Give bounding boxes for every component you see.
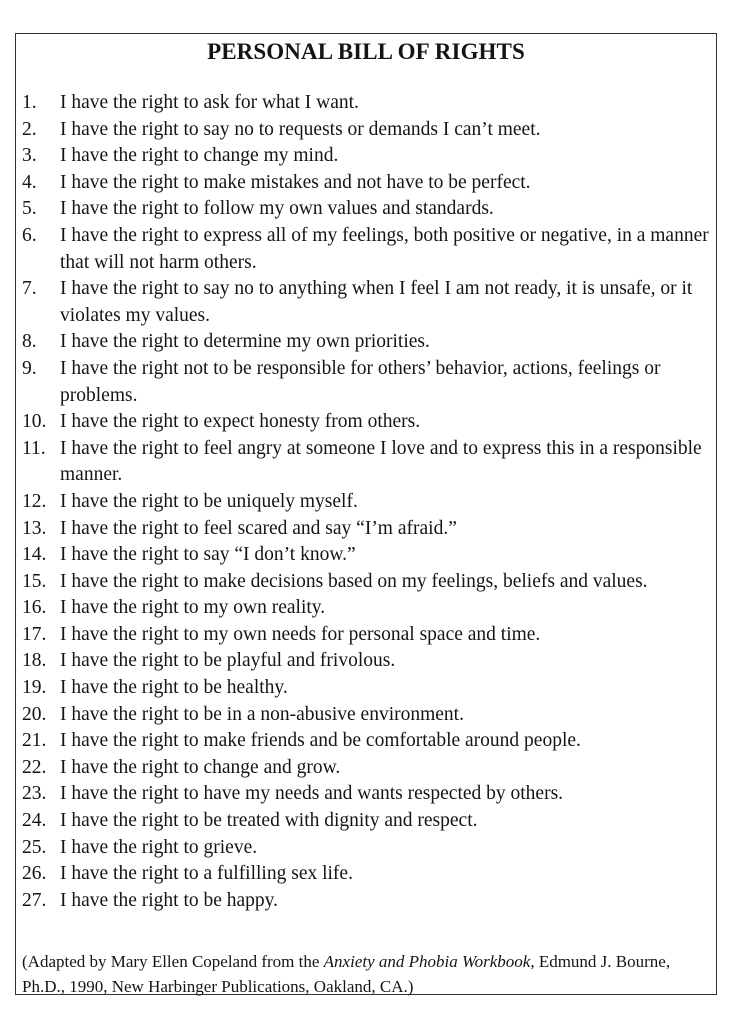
list-item — [22, 436, 712, 489]
page-title: PERSONAL BILL OF RIGHTS — [207, 39, 525, 64]
list-item — [22, 170, 712, 197]
item-number: 19. — [22, 677, 47, 699]
item-number: 24. — [22, 810, 47, 832]
list-item — [22, 728, 712, 755]
list-item — [22, 595, 712, 622]
item-number: 4. — [22, 171, 37, 193]
item-text: I have the right to make mistakes and not have to be perfect. — [60, 171, 531, 193]
item-number: 10. — [22, 411, 47, 433]
item-number: 14. — [22, 544, 47, 566]
list-item — [22, 835, 712, 862]
item-number: 25. — [22, 836, 47, 858]
list-item — [22, 329, 712, 356]
item-number: 3. — [22, 145, 37, 167]
list-item — [22, 781, 712, 808]
item-text: I have the right to say no to requests or demands I can’t meet. — [60, 118, 541, 140]
item-text: I have the right to make decisions based on my feelings, beliefs and values. — [60, 570, 648, 592]
item-text: I have the right to be happy. — [60, 889, 279, 911]
list-item — [22, 409, 712, 436]
item-number: 18. — [22, 650, 47, 672]
list-item — [22, 276, 712, 329]
item-text: I have the right to be playful and frivolous. — [60, 650, 396, 672]
item-number: 12. — [22, 490, 47, 512]
list-item — [22, 223, 712, 276]
item-text: I have the right to feel scared and say “I’m afraid.” — [60, 517, 457, 539]
item-number: 20. — [22, 703, 47, 725]
item-text: I have the right to follow my own values and standards. — [60, 198, 494, 220]
item-text: I have the right to determine my own priorities. — [60, 331, 430, 353]
document-border — [15, 33, 717, 995]
item-text: I have the right to say no to anything when I feel I am not ready, it is unsafe, or it violates my values. — [60, 278, 693, 326]
list-item — [22, 143, 712, 170]
item-number: 15. — [22, 570, 47, 592]
item-text: I have the right to be healthy. — [60, 677, 288, 699]
item-number: 7. — [22, 278, 37, 300]
item-text: I have the right to change and grow. — [60, 756, 341, 778]
item-text: I have the right to grieve. — [60, 836, 258, 858]
item-number: 1. — [22, 92, 37, 113]
item-number: 8. — [22, 331, 37, 353]
item-text: I have the right to be in a non-abusive environment. — [60, 703, 464, 725]
list-item — [22, 196, 712, 223]
item-number: 9. — [22, 357, 37, 379]
item-text: I have the right not to be responsible for others’ behavior, actions, feelings or problems. — [60, 357, 661, 406]
item-text: I have the right to my own needs for personal space and time. — [60, 623, 541, 645]
item-number: 27. — [22, 889, 47, 911]
list-item — [22, 356, 712, 409]
list-item — [22, 755, 712, 782]
item-text: I have the right to a fulfilling sex life. — [60, 863, 353, 885]
list-item — [22, 90, 712, 117]
item-number: 16. — [22, 597, 47, 619]
citation-book-title: Anxiety and Phobia Workbook — [323, 952, 531, 971]
citation-prefix: (Adapted by Mary Ellen Copeland from the — [22, 952, 324, 971]
item-number: 23. — [22, 783, 47, 805]
item-number: 6. — [22, 224, 37, 246]
list-item — [22, 516, 712, 543]
item-text: I have the right to say “I don’t know.” — [60, 544, 356, 566]
item-number: 21. — [22, 730, 47, 752]
list-item — [22, 542, 712, 569]
item-number: 11. — [22, 437, 46, 459]
item-number: 22. — [22, 756, 47, 778]
item-text: I have the right to feel angry at someone I love and to express this in a responsible manner. — [60, 437, 702, 486]
item-text: I have the right to ask for what I want. — [60, 92, 359, 113]
list-item — [22, 808, 712, 835]
list-item — [22, 702, 712, 729]
list-item — [22, 888, 712, 915]
source-citation — [22, 950, 712, 999]
item-text: I have the right to be uniquely myself. — [60, 490, 358, 512]
list-item — [22, 861, 712, 888]
item-text: I have the right to have my needs and wants respected by others. — [60, 783, 564, 805]
item-number: 17. — [22, 623, 47, 645]
item-text: I have the right to make friends and be comfortable around people. — [60, 730, 581, 752]
rights-list — [22, 90, 712, 914]
list-item — [22, 622, 712, 649]
list-item — [22, 117, 712, 144]
item-number: 2. — [22, 118, 37, 140]
item-number: 13. — [22, 517, 47, 539]
item-text: I have the right to be treated with dignity and respect. — [60, 810, 478, 832]
item-number: 26. — [22, 863, 47, 885]
item-text: I have the right to expect honesty from others. — [60, 411, 421, 433]
list-item — [22, 675, 712, 702]
list-item — [22, 648, 712, 675]
item-text: I have the right to express all of my feelings, both positive or negative, in a manner that will not harm others. — [60, 224, 709, 273]
list-item — [22, 489, 712, 516]
item-text: I have the right to change my mind. — [60, 145, 339, 167]
list-item — [22, 569, 712, 596]
citation-suffix: , Edmund J. Bourne, Ph.D., 1990, New Harbinger Publications, Oakland, CA.) — [22, 952, 671, 996]
item-text: I have the right to my own reality. — [60, 597, 326, 619]
item-number: 5. — [22, 198, 37, 220]
